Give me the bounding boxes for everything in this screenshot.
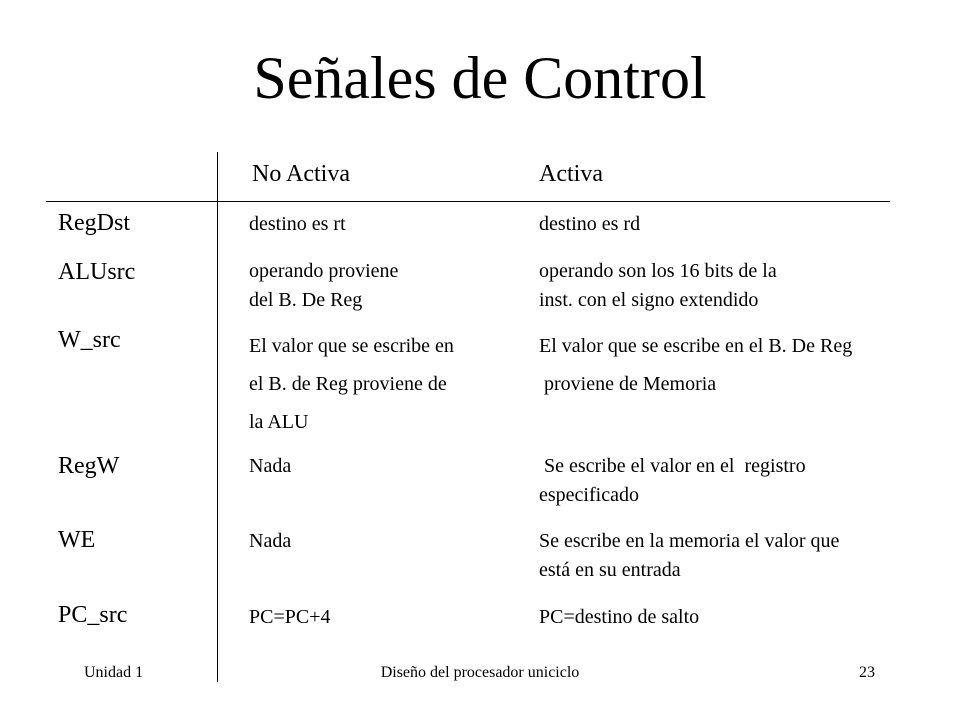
header-activa: Activa <box>539 161 603 187</box>
header-no-activa: No Activa <box>252 161 350 187</box>
cell-no-activa <box>249 327 454 441</box>
cell-no-activa <box>249 603 330 632</box>
cell-no-activa <box>249 452 291 481</box>
cell-line: destino es rt <box>249 213 346 235</box>
header-divider <box>46 201 890 202</box>
cell-activa <box>539 603 699 632</box>
cell-line: PC=PC+4 <box>249 606 331 628</box>
cell-activa <box>539 257 777 315</box>
cell-line: Nada <box>249 530 292 552</box>
cell-line: el B. de Reg proviene de <box>249 373 447 395</box>
cell-no-activa <box>249 257 398 315</box>
cell-no-activa <box>249 527 291 556</box>
cell-line: Nada <box>249 455 292 477</box>
cell-line: proviene de Memoria <box>539 373 717 395</box>
footer-unit: Unidad 1 <box>84 664 144 681</box>
signal-label: RegDst <box>58 210 130 236</box>
cell-line: El valor que se escribe en <box>249 335 454 357</box>
signal-label: W_src <box>58 327 121 353</box>
cell-activa <box>539 527 839 585</box>
cell-activa <box>539 327 852 403</box>
cell-activa <box>539 452 806 510</box>
slide-title: Señales de Control <box>253 45 707 111</box>
cell-line: del B. De Reg <box>249 289 363 311</box>
cell-line: destino es rd <box>539 213 641 235</box>
signal-label: ALUsrc <box>58 259 136 285</box>
cell-line: especificado <box>539 484 639 506</box>
cell-line: operando son los 16 bits de la <box>539 260 777 282</box>
cell-line: Se escribe el valor en el registro <box>539 455 806 477</box>
cell-no-activa <box>249 210 346 239</box>
cell-line: PC=destino de salto <box>539 606 700 628</box>
signal-label: WE <box>58 527 96 553</box>
cell-activa <box>539 210 640 239</box>
cell-line: inst. con el signo extendido <box>539 289 759 311</box>
cell-line: El valor que se escribe en el B. De Reg <box>539 335 853 357</box>
cell-line: está en su entrada <box>539 559 681 581</box>
cell-line: la ALU <box>249 411 309 433</box>
cell-line: Se escribe en la memoria el valor que <box>539 530 840 552</box>
signal-label: PC_src <box>58 602 128 628</box>
footer-course-title: Diseño del procesador uniciclo <box>380 664 580 681</box>
signal-label: RegW <box>58 453 120 479</box>
vertical-divider <box>217 152 218 682</box>
footer-page-number: 23 <box>859 664 875 681</box>
cell-line: operando proviene <box>249 260 399 282</box>
